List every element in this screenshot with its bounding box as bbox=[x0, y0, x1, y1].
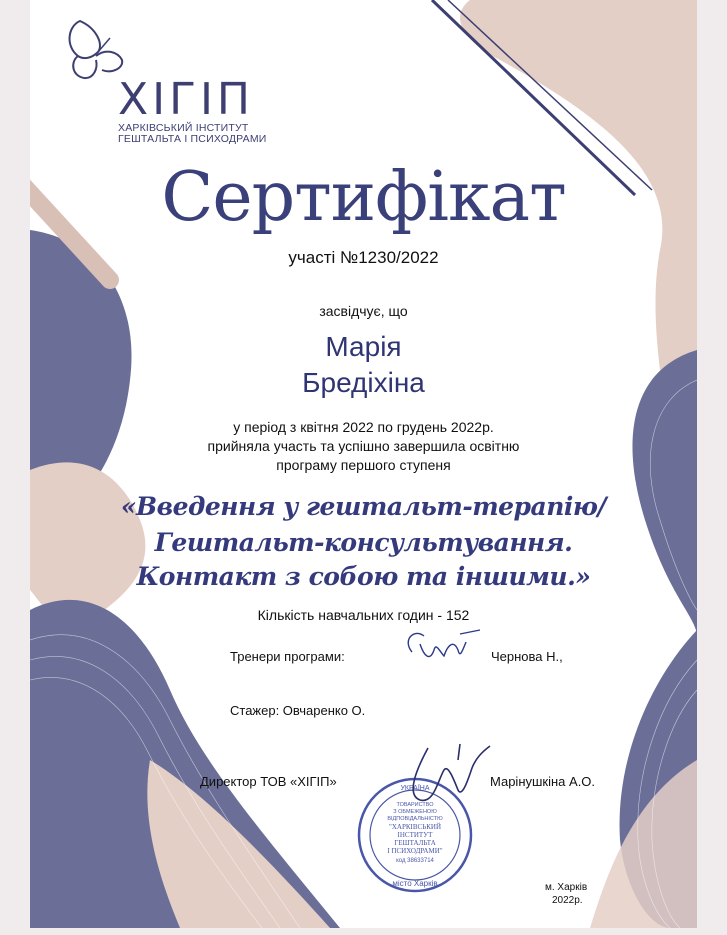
logo-wordmark: ХІГІП bbox=[118, 74, 255, 125]
course-title-line-3: Контакт з собою та іншими.» bbox=[136, 562, 591, 591]
recipient-last-name: Бредіхіна bbox=[302, 367, 425, 398]
institute-logo bbox=[58, 14, 288, 145]
city: м. Харків bbox=[545, 882, 588, 893]
stamp-line-2: З ОБМЕЖЕНОЮ bbox=[393, 809, 437, 815]
logo-subtitle-line2: ГЕШТАЛЬТА І ПСИХОДРАМИ bbox=[118, 133, 267, 145]
course-title-line-1: «Введення у гештальт-терапію/ bbox=[120, 492, 607, 521]
trainer-name: Чернова Н., bbox=[491, 649, 563, 664]
stamp-top: УКРАЇНА bbox=[400, 785, 430, 792]
stamp-bottom: місто Харків bbox=[392, 879, 438, 888]
certificate-title: Сертифікат bbox=[161, 158, 566, 237]
logo-subtitle-line1: ХАРКІВСЬКИЙ ІНСТИТУТ bbox=[118, 122, 249, 134]
stamp-line-5: ІНСТИТУТ bbox=[397, 831, 433, 839]
study-hours: Кількість навчальних годин - 152 bbox=[257, 607, 470, 623]
stamp-line-7: І ПСИХОДРАМИ" bbox=[387, 847, 443, 855]
stamp-line-1: ТОВАРИСТВО bbox=[396, 802, 434, 808]
certificate-page bbox=[30, 0, 697, 928]
director-name: Марінушкіна А.О. bbox=[490, 774, 596, 789]
stamp-line-4: "ХАРКІВСЬКИЙ bbox=[389, 823, 441, 831]
director-label: Директор ТОВ «ХІГІП» bbox=[200, 774, 337, 789]
intern-line: Стажер: Овчаренко О. bbox=[230, 703, 366, 718]
certifies-text: засвідчує, що bbox=[319, 303, 408, 319]
stamp-line-3: ВІДПОВІДАЛЬНІСТЮ bbox=[387, 816, 443, 822]
certificate-number: участі №1230/2022 bbox=[288, 248, 439, 267]
recipient-first-name: Марія bbox=[325, 331, 402, 362]
stamp-line-8: код 38633714 bbox=[396, 858, 434, 864]
director-signature bbox=[398, 740, 498, 810]
year: 2022р. bbox=[552, 895, 583, 906]
stamp-line-6: ГЕШТАЛЬТА bbox=[394, 839, 436, 847]
trainer-signature bbox=[400, 622, 490, 672]
course-title-line-2: Гештальт-консультування. bbox=[154, 528, 573, 557]
period-line-2: прийняла участь та успішно завершила освітню bbox=[207, 438, 520, 454]
period-line-3: програму першого ступеня bbox=[276, 457, 451, 473]
trainers-label: Тренери програми: bbox=[230, 649, 345, 664]
period-line-1: у період з квітня 2022 по грудень 2022р. bbox=[233, 419, 494, 435]
